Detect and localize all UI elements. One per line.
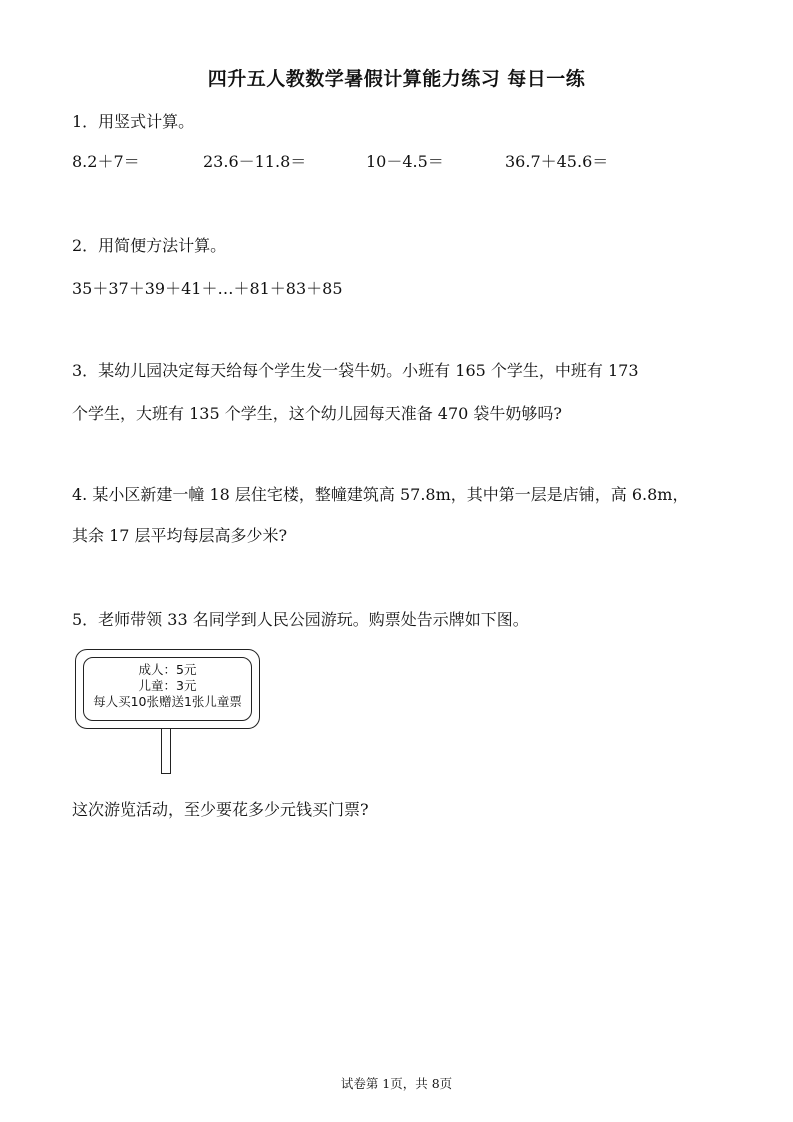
q4-line-2: 其余 17 层平均每层高多少米? (72, 526, 288, 545)
q1-item-2: 23.6－11.8＝ (203, 152, 307, 171)
sign-adult-price: 成人：5元 (138, 662, 197, 677)
sign-post (161, 728, 171, 774)
q1-item-1: 8.2＋7＝ (72, 152, 140, 171)
q5-question: 这次游览活动，至少要花多少元钱买门票? (72, 800, 369, 819)
q3-line-1: 3．某幼儿园决定每天给每个学生发一袋牛奶。小班有 165 个学生，中班有 173 (72, 361, 639, 380)
ticket-sign-panel (83, 657, 252, 721)
q1-item-4: 36.7＋45.6＝ (505, 152, 609, 171)
sign-child-price: 儿童：3元 (138, 678, 197, 693)
q5-prompt: 5．老师带领 33 名同学到人民公园游玩。购票处告示牌如下图。 (72, 610, 529, 629)
q2-prompt: 2．用简便方法计算。 (72, 236, 227, 255)
q4-line-1: 4. 某小区新建一幢 18 层住宅楼，整幢建筑高 57.8m，其中第一层是店铺，高 6.8m， (72, 485, 689, 504)
sign-promotion: 每人买10张赠送1张儿童票 (93, 694, 242, 709)
q2-expression: 35＋37＋39＋41＋…＋81＋83＋85 (72, 279, 343, 298)
page-footer: 试卷第 1页，共 8页 (340, 1076, 453, 1091)
q1-item-3: 10－4.5＝ (366, 152, 444, 171)
page-title: 四升五人教数学暑假计算能力练习 每日一练 (207, 68, 586, 90)
q3-line-2: 个学生，大班有 135 个学生，这个幼儿园每天准备 470 袋牛奶够吗? (72, 404, 563, 423)
q1-prompt: 1．用竖式计算。 (72, 112, 195, 131)
